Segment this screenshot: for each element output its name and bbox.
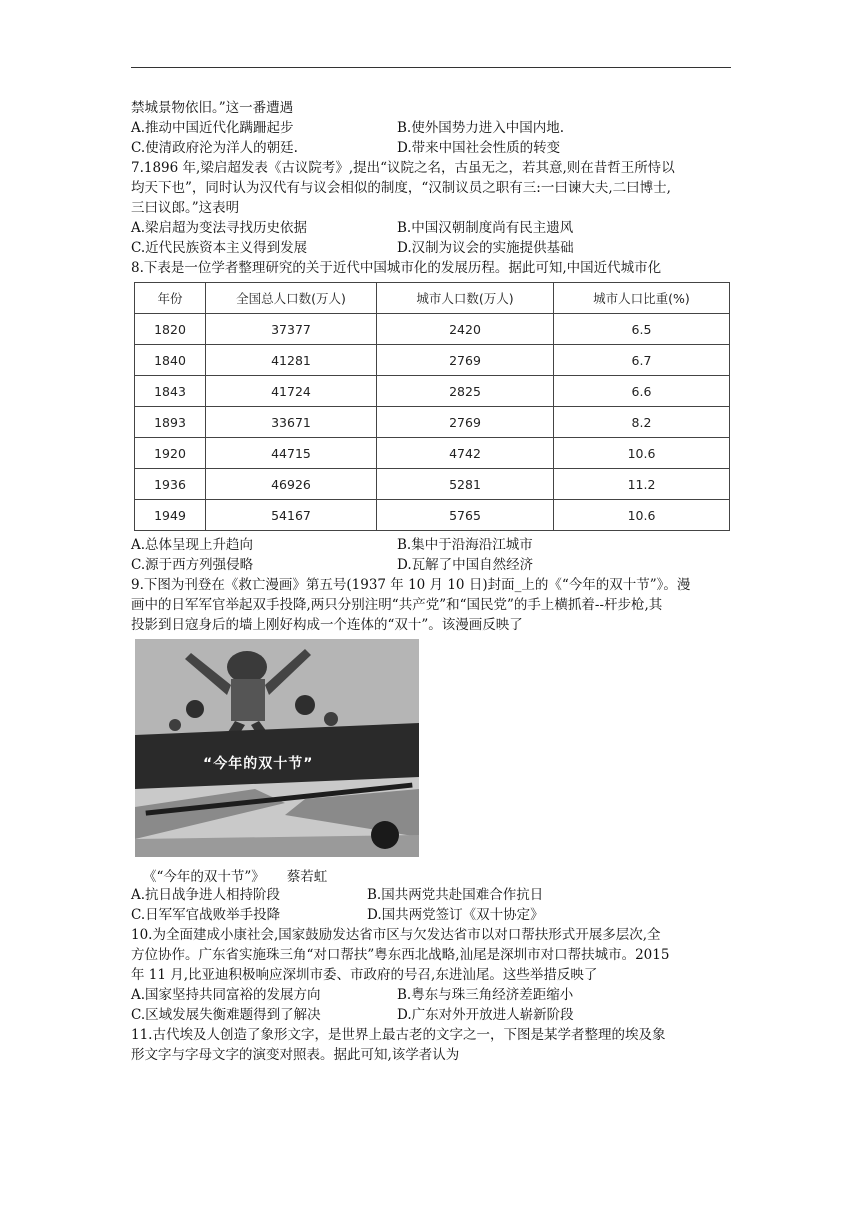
table-cell: 6.5 (554, 314, 730, 345)
q7-options-row-1 (131, 218, 733, 238)
q10-option-a[interactable]: A.国家坚持共同富裕的发展方向 (131, 987, 321, 1003)
q6-option-b[interactable]: B.使外国势力进入中国内地. (397, 120, 565, 136)
q7-stem-line-1: 7.1896 年,梁启超发表《古议院考》,提出“议院之名，古虽无之，若其意,则在昔哲王所恃以 (131, 160, 675, 176)
q9-stem-line-3: 投影到日寇身后的墙上刚好构成一个连体的“双十”。该漫画反映了 (131, 617, 523, 633)
q8-stem: 8.下表是一位学者整理研究的关于近代中国城市化的发展历程。据此可知,中国近代城市化 (131, 260, 662, 276)
table-row (135, 469, 730, 500)
q6-options-row-2 (131, 138, 733, 158)
table-row (135, 500, 730, 531)
q9-stem-line-1: 9.下图为刊登在《救亡漫画》第五号(1937 年 10 月 10 日)封面_上的《“今年的双十节”》。漫 (131, 577, 691, 593)
caption-author: 蔡若虹 (286, 869, 328, 885)
table-cell: 54167 (206, 500, 377, 531)
table-cell: 2420 (377, 314, 554, 345)
table-cell: 1840 (135, 345, 206, 376)
table-row (135, 438, 730, 469)
cartoon-title: “今年的双十节” (203, 756, 314, 772)
figure-caption (143, 865, 327, 885)
q7-option-d[interactable]: D.汉制为议会的实施提供基础 (397, 240, 574, 256)
table-cell: 6.6 (554, 376, 730, 407)
table-cell: 1820 (135, 314, 206, 345)
table-cell: 5281 (377, 469, 554, 500)
table-cell: 41724 (206, 376, 377, 407)
table-cell: 1936 (135, 469, 206, 500)
table-header-urban-population: 城市人口数(万人) (377, 283, 554, 314)
q7-option-a[interactable]: A.梁启超为变法寻找历史依据 (131, 220, 308, 236)
table-row (135, 314, 730, 345)
table-header-year: 年份 (135, 283, 206, 314)
table-cell: 10.6 (554, 438, 730, 469)
caption-title: 《“今年的双十节”》 (143, 869, 265, 885)
table-cell: 2825 (377, 376, 554, 407)
table-cell: 8.2 (554, 407, 730, 438)
q10-options-row-2 (131, 1005, 733, 1025)
q8-option-c[interactable]: C.源于西方列强侵略 (131, 557, 254, 573)
q11-stem-line-1: 11.古代埃及人创造了象形文字，是世界上最古老的文字之一，下图是某学者整理的埃及象 (131, 1027, 666, 1043)
q9-option-c[interactable]: C.日军军官战败举手投降 (131, 907, 281, 923)
q11-stem-line-2: 形文字与字母文字的演变对照表。据此可知,该学者认为 (131, 1047, 460, 1063)
q9-option-a[interactable]: A.抗日战争进人相持阶段 (131, 887, 281, 903)
table-row (135, 376, 730, 407)
table-cell: 1949 (135, 500, 206, 531)
table-cell: 37377 (206, 314, 377, 345)
table-header-row (135, 283, 730, 314)
q9-option-d[interactable]: D.国共两党签订《双十协定》 (367, 907, 544, 923)
exam-page (131, 98, 733, 1065)
q10-stem-line-1: 10.为全面建成小康社会,国家鼓励发达省市区与欠发达省市以对口帮扶形式开展多层次,全 (131, 927, 661, 943)
q6-option-a[interactable]: A.推动中国近代化蹒跚起步 (131, 120, 294, 136)
cartoon-image (135, 639, 419, 857)
urbanization-table (134, 282, 730, 531)
q10-option-b[interactable]: B.粤东与珠三角经济差距缩小 (397, 987, 574, 1003)
table-cell: 6.7 (554, 345, 730, 376)
table-cell: 33671 (206, 407, 377, 438)
cartoon-illustration (135, 639, 419, 857)
q9-options-row-1 (131, 885, 733, 905)
table-cell: 1920 (135, 438, 206, 469)
q7-option-b[interactable]: B.中国汉朝制度尚有民主遗风 (397, 220, 574, 236)
cartoon-figure (135, 639, 421, 885)
q6-options-row-1 (131, 118, 733, 138)
q7-stem-line-3: 三曰议郎。”这表明 (131, 200, 240, 216)
q9-option-b[interactable]: B.国共两党共赴国难合作抗日 (367, 887, 544, 903)
q8-options-row-2 (131, 555, 733, 575)
q9-stem-line-2: 画中的日军军官举起双手投降,两只分别注明“共产党”和“国民党”的手上横抓着--杆步枪,其 (131, 597, 663, 613)
q10-stem-line-3: 年 11 月,比亚迪积极响应深圳市委、市政府的号召,东进汕尾。这些举措反映了 (131, 967, 598, 983)
q10-option-d[interactable]: D.广东对外开放进人崭新阶段 (397, 1007, 574, 1023)
table-cell: 44715 (206, 438, 377, 469)
table-cell: 2769 (377, 345, 554, 376)
table-header-total-population: 全国总人口数(万人) (206, 283, 377, 314)
q8-options-row-1 (131, 535, 733, 555)
table-cell: 46926 (206, 469, 377, 500)
table-cell: 2769 (377, 407, 554, 438)
table-cell: 5765 (377, 500, 554, 531)
q10-option-c[interactable]: C.区域发展失衡难题得到了解决 (131, 1007, 321, 1023)
table-cell: 1843 (135, 376, 206, 407)
q10-options-row-1 (131, 985, 733, 1005)
q6-option-c[interactable]: C.使清政府沦为洋人的朝廷. (131, 140, 298, 156)
table-cell: 1893 (135, 407, 206, 438)
q7-stem-line-2: 均天下也”，同时认为汉代有与议会相似的制度，“汉制议员之职有三:一曰谏大夫,二曰博士, (131, 180, 671, 196)
table-row (135, 407, 730, 438)
table-header-urban-ratio: 城市人口比重(%) (554, 283, 730, 314)
table-cell: 41281 (206, 345, 377, 376)
table-row (135, 345, 730, 376)
q9-options-row-2 (131, 905, 733, 925)
q10-stem-line-2: 方位协作。广东省实施珠三角“对口帮扶”粤东西北战略,汕尾是深圳市对口帮扶城市。2015 (131, 947, 670, 963)
q8-option-a[interactable]: A.总体呈现上升趋向 (131, 537, 254, 553)
q7-option-c[interactable]: C.近代民族资本主义得到发展 (131, 240, 308, 256)
table-cell: 4742 (377, 438, 554, 469)
q8-option-b[interactable]: B.集中于沿海沿江城市 (397, 537, 533, 553)
q8-option-d[interactable]: D.瓦解了中国自然经济 (397, 557, 534, 573)
q7-options-row-2 (131, 238, 733, 258)
header-rule (131, 67, 731, 68)
table-cell: 10.6 (554, 500, 730, 531)
q6-option-d[interactable]: D.带来中国社会性质的转变 (397, 140, 561, 156)
table-cell: 11.2 (554, 469, 730, 500)
text-line: 禁城景物依旧。”这一番遭遇 (131, 100, 294, 116)
